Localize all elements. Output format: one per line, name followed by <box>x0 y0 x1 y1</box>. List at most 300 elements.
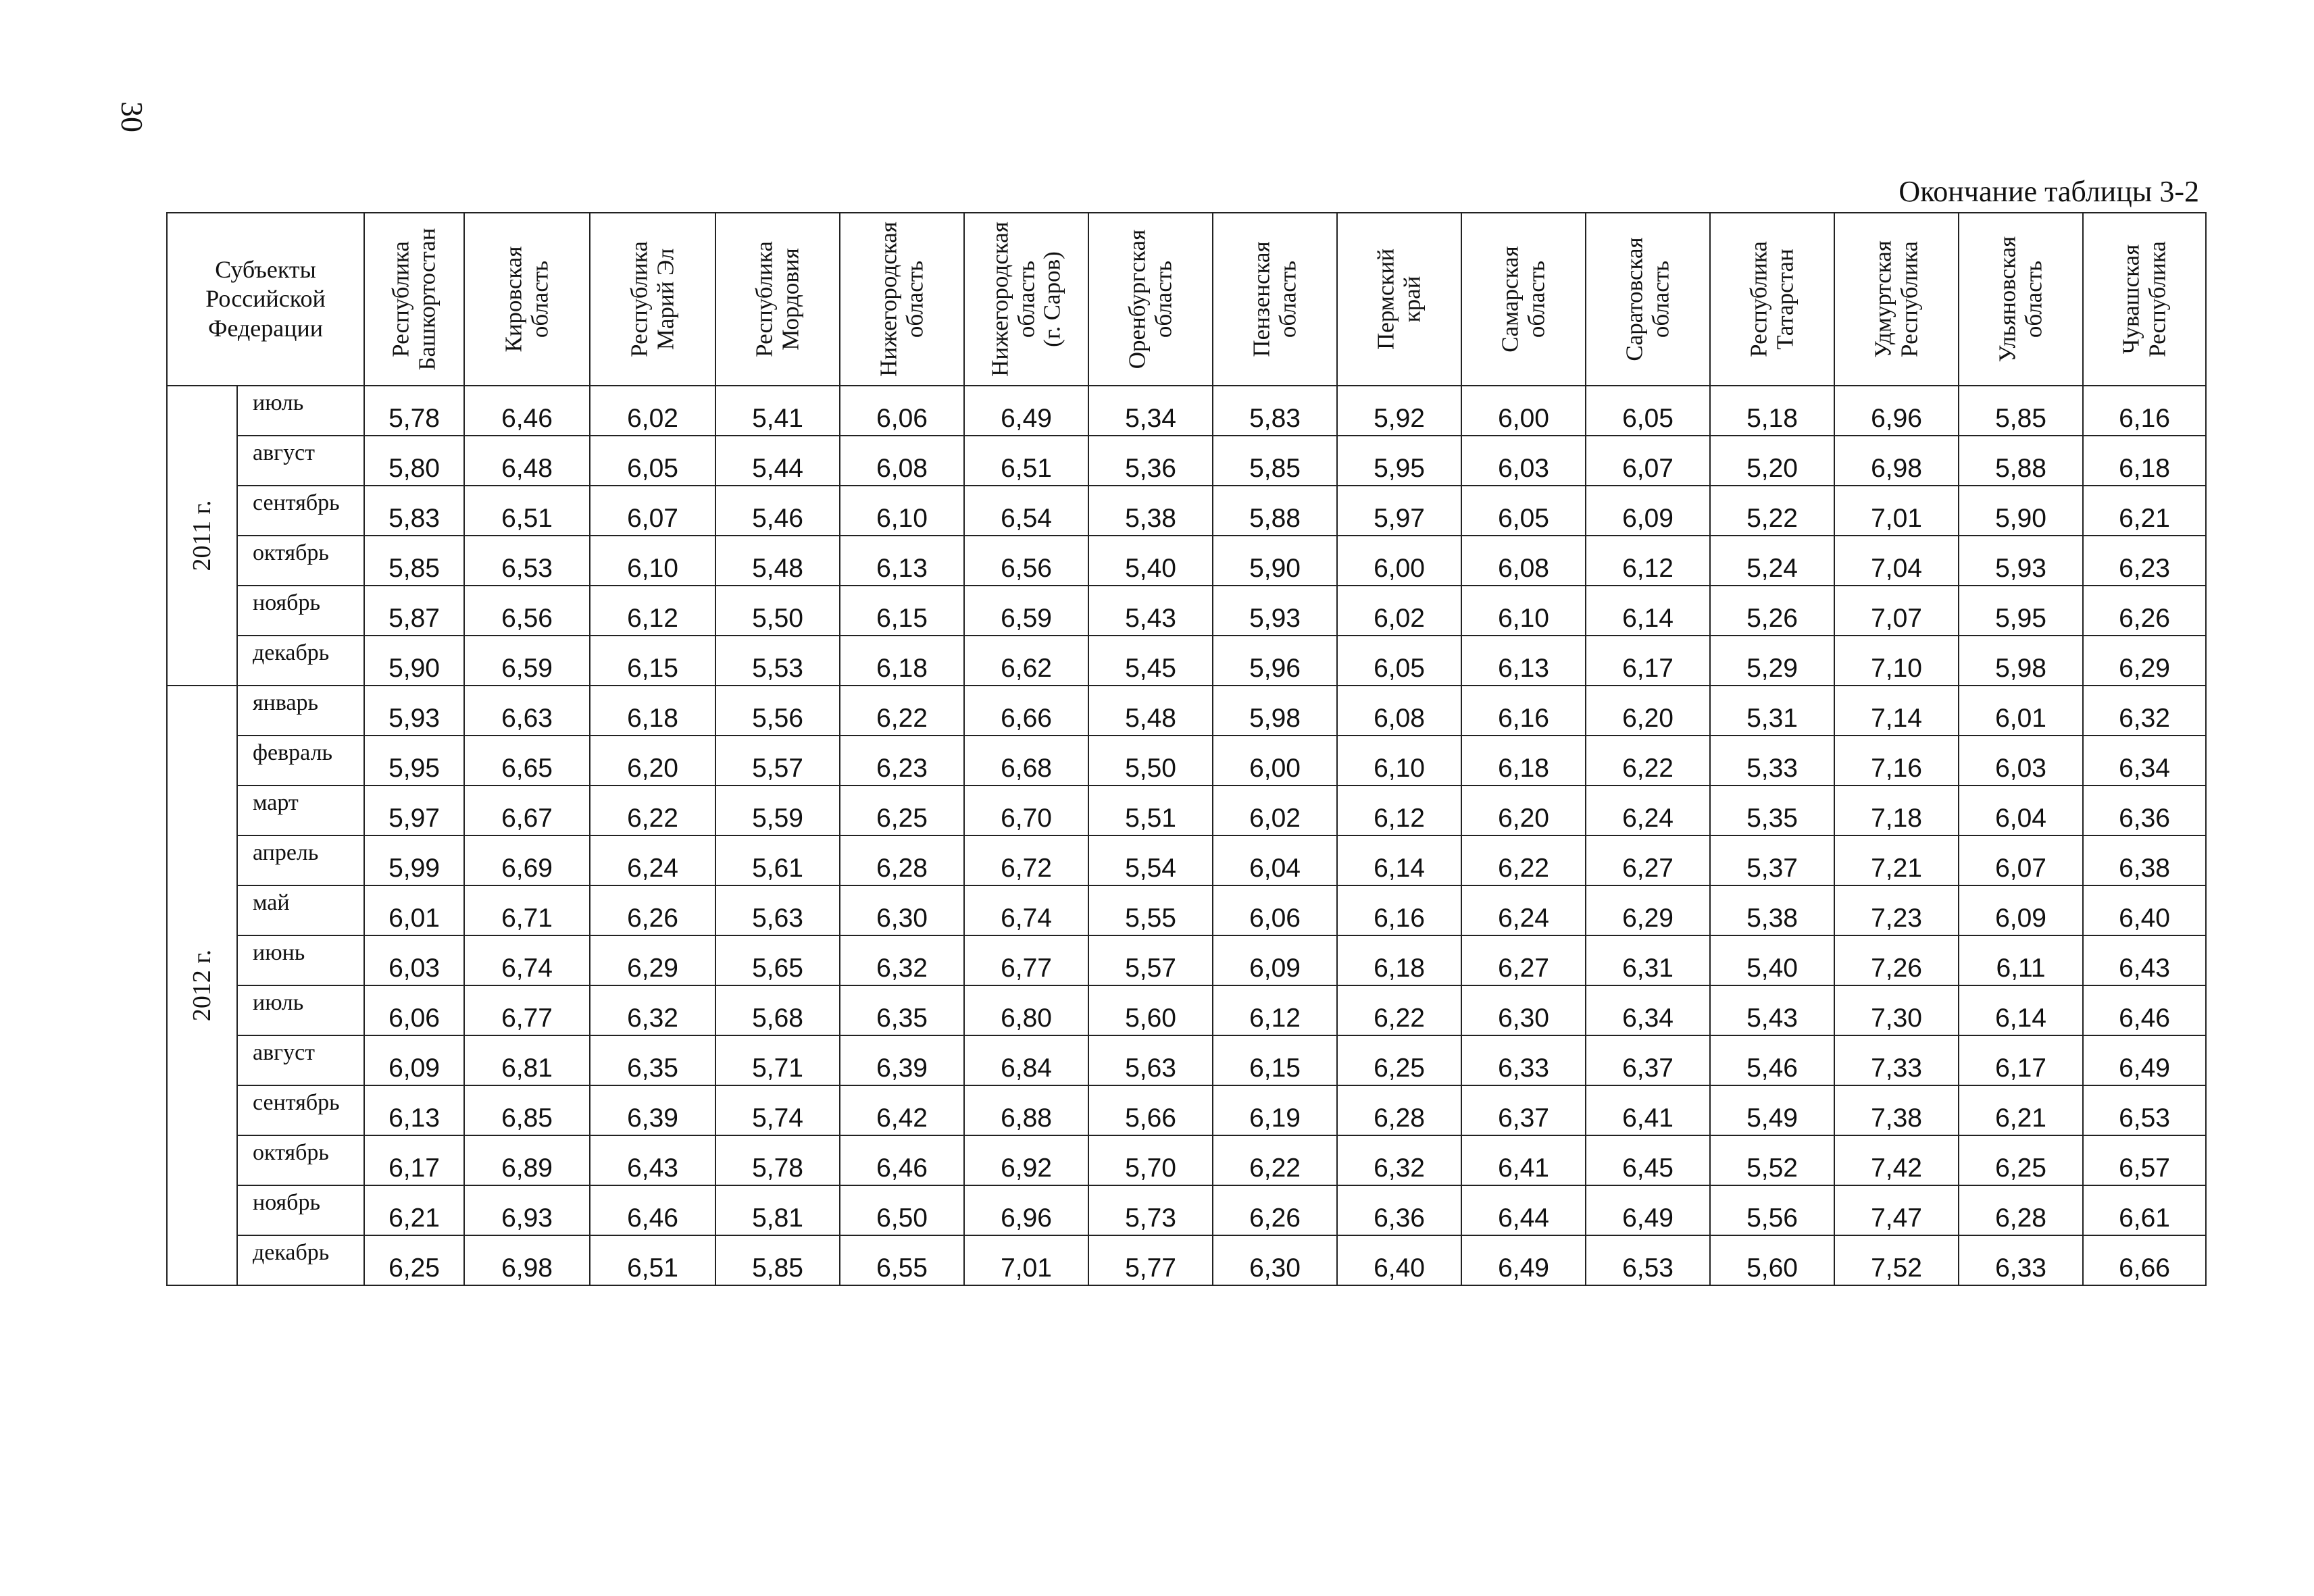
value-cell: 6,41 <box>1461 1135 1586 1185</box>
table-row <box>167 985 2206 1035</box>
region-header <box>715 213 840 386</box>
value-cell: 6,51 <box>590 1235 715 1285</box>
value-cell: 5,85 <box>715 1235 840 1285</box>
value-cell: 6,09 <box>1586 486 1710 536</box>
value-cell: 5,80 <box>364 436 464 486</box>
region-header-line: Татарстан <box>1771 249 1799 350</box>
region-header-line: Республика <box>1745 241 1772 357</box>
value-cell: 6,10 <box>590 536 715 586</box>
value-cell: 6,13 <box>1461 636 1586 686</box>
value-cell: 5,90 <box>364 636 464 686</box>
value-cell: 6,46 <box>840 1135 964 1185</box>
value-cell: 6,22 <box>1586 736 1710 786</box>
value-cell: 5,78 <box>715 1135 840 1185</box>
region-header-line: Кировская <box>500 246 527 353</box>
value-cell: 5,43 <box>1710 985 1834 1035</box>
month-cell: октябрь <box>237 1135 364 1185</box>
region-header-line: Пензенская <box>1248 241 1275 357</box>
value-cell: 6,12 <box>1586 536 1710 586</box>
value-cell: 6,37 <box>1586 1035 1710 1085</box>
value-cell: 7,01 <box>964 1235 1088 1285</box>
value-cell: 6,36 <box>1337 1185 1461 1235</box>
value-cell: 6,27 <box>1461 935 1586 985</box>
page-number: 30 <box>115 101 149 132</box>
corner-header-line: Российской <box>205 285 326 313</box>
region-header-label <box>987 222 1065 377</box>
table-row <box>167 786 2206 835</box>
value-cell: 6,24 <box>590 835 715 885</box>
table-row <box>167 636 2206 686</box>
value-cell: 6,40 <box>1337 1235 1461 1285</box>
value-cell: 5,73 <box>1088 1185 1213 1235</box>
value-cell: 5,68 <box>715 985 840 1035</box>
value-cell: 6,05 <box>1337 636 1461 686</box>
value-cell: 6,00 <box>1337 536 1461 586</box>
value-cell: 6,49 <box>964 386 1088 436</box>
region-header-label <box>1374 249 1426 350</box>
value-cell: 6,05 <box>590 436 715 486</box>
value-cell: 6,18 <box>590 686 715 736</box>
value-cell: 6,63 <box>464 686 590 736</box>
value-cell: 6,39 <box>590 1085 715 1135</box>
value-cell: 6,31 <box>1586 935 1710 985</box>
value-cell: 6,04 <box>1213 835 1337 885</box>
region-header-line: край <box>1399 276 1426 323</box>
value-cell: 6,13 <box>364 1085 464 1135</box>
value-cell: 5,54 <box>1088 835 1213 885</box>
value-cell: 5,97 <box>1337 486 1461 536</box>
value-cell: 6,32 <box>590 985 715 1035</box>
month-cell: сентябрь <box>237 1085 364 1135</box>
value-cell: 6,08 <box>1461 536 1586 586</box>
value-cell: 6,80 <box>964 985 1088 1035</box>
region-header-line: область <box>1523 260 1550 338</box>
value-cell: 5,40 <box>1088 536 1213 586</box>
table-row <box>167 835 2206 885</box>
value-cell: 6,42 <box>840 1085 964 1135</box>
value-cell: 6,66 <box>2083 1235 2206 1285</box>
data-table <box>166 212 2207 1286</box>
value-cell: 6,01 <box>1959 686 2083 736</box>
month-cell: март <box>237 786 364 835</box>
region-header <box>2083 213 2206 386</box>
value-cell: 5,40 <box>1710 935 1834 985</box>
value-cell: 5,87 <box>364 586 464 636</box>
value-cell: 5,83 <box>1213 386 1337 436</box>
value-cell: 6,10 <box>1337 736 1461 786</box>
value-cell: 6,07 <box>590 486 715 536</box>
table-row <box>167 885 2206 935</box>
value-cell: 6,74 <box>964 885 1088 935</box>
value-cell: 5,33 <box>1710 736 1834 786</box>
value-cell: 6,69 <box>464 835 590 885</box>
value-cell: 7,10 <box>1834 636 1959 686</box>
value-cell: 6,37 <box>1461 1085 1586 1135</box>
value-cell: 6,92 <box>964 1135 1088 1185</box>
value-cell: 6,40 <box>2083 885 2206 935</box>
value-cell: 5,95 <box>364 736 464 786</box>
region-header <box>1586 213 1710 386</box>
value-cell: 6,20 <box>1586 686 1710 736</box>
value-cell: 5,46 <box>1710 1035 1834 1085</box>
value-cell: 5,55 <box>1088 885 1213 935</box>
value-cell: 6,25 <box>364 1235 464 1285</box>
value-cell: 5,57 <box>715 736 840 786</box>
value-cell: 6,30 <box>1213 1235 1337 1285</box>
year-label: 2011 г. <box>188 500 216 571</box>
value-cell: 6,20 <box>1461 786 1586 835</box>
value-cell: 6,28 <box>840 835 964 885</box>
value-cell: 7,16 <box>1834 736 1959 786</box>
region-header-label <box>1622 237 1674 361</box>
value-cell: 6,33 <box>1959 1235 2083 1285</box>
value-cell: 7,04 <box>1834 536 1959 586</box>
table-row <box>167 386 2206 436</box>
value-cell: 6,12 <box>1213 985 1337 1035</box>
value-cell: 6,49 <box>1586 1185 1710 1235</box>
value-cell: 6,04 <box>1959 786 2083 835</box>
corner-header <box>167 213 364 386</box>
value-cell: 5,50 <box>1088 736 1213 786</box>
value-cell: 6,09 <box>364 1035 464 1085</box>
value-cell: 5,99 <box>364 835 464 885</box>
region-header-label <box>1249 241 1301 357</box>
value-cell: 7,23 <box>1834 885 1959 935</box>
region-header-label <box>2119 241 2171 357</box>
value-cell: 5,71 <box>715 1035 840 1085</box>
value-cell: 5,48 <box>715 536 840 586</box>
value-cell: 5,56 <box>1710 1185 1834 1235</box>
value-cell: 6,35 <box>590 1035 715 1085</box>
region-header <box>1834 213 1959 386</box>
value-cell: 6,62 <box>964 636 1088 686</box>
value-cell: 7,18 <box>1834 786 1959 835</box>
value-cell: 6,32 <box>1337 1135 1461 1185</box>
value-cell: 6,46 <box>2083 985 2206 1035</box>
region-header-line: Республика <box>751 241 778 357</box>
value-cell: 5,38 <box>1088 486 1213 536</box>
value-cell: 5,51 <box>1088 786 1213 835</box>
value-cell: 6,72 <box>964 835 1088 885</box>
value-cell: 6,03 <box>1461 436 1586 486</box>
value-cell: 6,57 <box>2083 1135 2206 1185</box>
value-cell: 6,15 <box>1213 1035 1337 1085</box>
value-cell: 6,29 <box>590 935 715 985</box>
region-header-label <box>627 241 679 357</box>
value-cell: 6,19 <box>1213 1085 1337 1135</box>
value-cell: 6,38 <box>2083 835 2206 885</box>
value-cell: 5,35 <box>1710 786 1834 835</box>
value-cell: 7,07 <box>1834 586 1959 636</box>
region-header <box>1088 213 1213 386</box>
value-cell: 6,14 <box>1586 586 1710 636</box>
value-cell: 7,01 <box>1834 486 1959 536</box>
value-cell: 6,22 <box>590 786 715 835</box>
value-cell: 6,08 <box>840 436 964 486</box>
month-cell: август <box>237 1035 364 1085</box>
month-cell: ноябрь <box>237 1185 364 1235</box>
value-cell: 6,44 <box>1461 1185 1586 1235</box>
value-cell: 6,33 <box>1461 1035 1586 1085</box>
value-cell: 5,95 <box>1959 586 2083 636</box>
region-header-line: Республика <box>2144 241 2171 357</box>
value-cell: 5,37 <box>1710 835 1834 885</box>
value-cell: 6,17 <box>1586 636 1710 686</box>
value-cell: 6,06 <box>1213 885 1337 935</box>
value-cell: 5,57 <box>1088 935 1213 985</box>
value-cell: 5,66 <box>1088 1085 1213 1135</box>
value-cell: 6,98 <box>464 1235 590 1285</box>
table-row <box>167 686 2206 736</box>
value-cell: 6,14 <box>1959 985 2083 1035</box>
value-cell: 6,51 <box>964 436 1088 486</box>
region-header-line: Чувашская <box>2117 244 2144 355</box>
value-cell: 6,10 <box>1461 586 1586 636</box>
region-header-line: Ульяновская <box>1994 236 2021 363</box>
region-header <box>364 213 464 386</box>
value-cell: 6,14 <box>1337 835 1461 885</box>
month-cell: декабрь <box>237 636 364 686</box>
table-row <box>167 1235 2206 1285</box>
value-cell: 6,22 <box>1337 985 1461 1035</box>
table-caption: Окончание таблицы 3-2 <box>1898 175 2199 208</box>
region-header-line: Республика <box>626 241 653 357</box>
value-cell: 6,89 <box>464 1135 590 1185</box>
value-cell: 6,59 <box>964 586 1088 636</box>
month-cell: декабрь <box>237 1235 364 1285</box>
value-cell: 6,21 <box>1959 1085 2083 1135</box>
region-header-label <box>1746 241 1799 357</box>
region-header-line: Самарская <box>1496 246 1524 353</box>
region-header <box>1461 213 1586 386</box>
region-header <box>840 213 964 386</box>
value-cell: 5,45 <box>1088 636 1213 686</box>
value-cell: 6,77 <box>964 935 1088 985</box>
value-cell: 5,92 <box>1337 386 1461 436</box>
region-header <box>1959 213 2083 386</box>
value-cell: 6,00 <box>1461 386 1586 436</box>
value-cell: 6,25 <box>1337 1035 1461 1085</box>
value-cell: 6,49 <box>2083 1035 2206 1085</box>
value-cell: 6,74 <box>464 935 590 985</box>
region-header-line: Саратовская <box>1621 237 1648 361</box>
value-cell: 6,08 <box>1337 686 1461 736</box>
value-cell: 6,54 <box>964 486 1088 536</box>
table-row <box>167 935 2206 985</box>
value-cell: 6,32 <box>2083 686 2206 736</box>
region-header-line: область <box>1647 260 1674 338</box>
value-cell: 7,26 <box>1834 935 1959 985</box>
month-cell: октябрь <box>237 536 364 586</box>
region-header-line: (г. Саров) <box>1038 251 1065 347</box>
value-cell: 5,59 <box>715 786 840 835</box>
month-cell: июль <box>237 985 364 1035</box>
region-header-label <box>752 241 804 357</box>
value-cell: 7,21 <box>1834 835 1959 885</box>
value-cell: 6,21 <box>2083 486 2206 536</box>
value-cell: 6,01 <box>364 885 464 935</box>
value-cell: 6,20 <box>590 736 715 786</box>
value-cell: 6,17 <box>1959 1035 2083 1085</box>
region-header-line: Республика <box>387 241 414 357</box>
value-cell: 5,85 <box>364 536 464 586</box>
region-header-label <box>1125 230 1177 369</box>
month-cell: август <box>237 436 364 486</box>
value-cell: 6,10 <box>840 486 964 536</box>
month-cell: июнь <box>237 935 364 985</box>
region-header <box>964 213 1088 386</box>
value-cell: 6,03 <box>1959 736 2083 786</box>
value-cell: 6,06 <box>364 985 464 1035</box>
table-row <box>167 1185 2206 1235</box>
value-cell: 5,60 <box>1710 1235 1834 1285</box>
value-cell: 6,22 <box>840 686 964 736</box>
value-cell: 6,59 <box>464 636 590 686</box>
region-header-label <box>1995 236 2047 363</box>
region-header-line: Пермский <box>1372 249 1399 350</box>
value-cell: 6,18 <box>1337 935 1461 985</box>
region-header <box>1710 213 1834 386</box>
value-cell: 5,78 <box>364 386 464 436</box>
value-cell: 6,16 <box>1337 885 1461 935</box>
value-cell: 5,88 <box>1959 436 2083 486</box>
value-cell: 6,23 <box>840 736 964 786</box>
value-cell: 6,61 <box>2083 1185 2206 1235</box>
value-cell: 6,16 <box>1461 686 1586 736</box>
value-cell: 5,98 <box>1213 686 1337 736</box>
value-cell: 6,06 <box>840 386 964 436</box>
value-cell: 6,85 <box>464 1085 590 1135</box>
value-cell: 5,81 <box>715 1185 840 1235</box>
value-cell: 5,44 <box>715 436 840 486</box>
value-cell: 6,70 <box>964 786 1088 835</box>
value-cell: 6,66 <box>964 686 1088 736</box>
value-cell: 7,42 <box>1834 1135 1959 1185</box>
value-cell: 6,71 <box>464 885 590 935</box>
value-cell: 6,13 <box>840 536 964 586</box>
value-cell: 5,52 <box>1710 1135 1834 1185</box>
value-cell: 6,67 <box>464 786 590 835</box>
value-cell: 6,30 <box>840 885 964 935</box>
value-cell: 5,50 <box>715 586 840 636</box>
table-row <box>167 586 2206 636</box>
value-cell: 5,77 <box>1088 1235 1213 1285</box>
value-cell: 5,34 <box>1088 386 1213 436</box>
value-cell: 6,96 <box>1834 386 1959 436</box>
value-cell: 5,96 <box>1213 636 1337 686</box>
region-header-label <box>501 246 553 352</box>
value-cell: 5,53 <box>715 636 840 686</box>
region-header-line: область <box>1150 260 1177 338</box>
value-cell: 6,46 <box>464 386 590 436</box>
value-cell: 5,65 <box>715 935 840 985</box>
value-cell: 6,12 <box>590 586 715 636</box>
value-cell: 6,46 <box>590 1185 715 1235</box>
value-cell: 6,16 <box>2083 386 2206 436</box>
value-cell: 7,33 <box>1834 1035 1959 1085</box>
value-cell: 6,34 <box>1586 985 1710 1035</box>
region-header-line: Мордовия <box>777 248 804 351</box>
value-cell: 6,28 <box>1337 1085 1461 1135</box>
corner-header-line: Субъекты <box>215 256 316 284</box>
value-cell: 7,52 <box>1834 1235 1959 1285</box>
value-cell: 6,02 <box>590 386 715 436</box>
value-cell: 6,55 <box>840 1235 964 1285</box>
region-header-line: Удмуртская <box>1869 240 1896 358</box>
value-cell: 6,84 <box>964 1035 1088 1085</box>
region-header-line: область <box>901 260 928 338</box>
value-cell: 6,65 <box>464 736 590 786</box>
value-cell: 5,56 <box>715 686 840 736</box>
value-cell: 6,02 <box>1213 786 1337 835</box>
region-header-line: область <box>1274 260 1301 338</box>
value-cell: 6,22 <box>1213 1135 1337 1185</box>
table-row <box>167 1135 2206 1185</box>
region-header-line: Башкортостан <box>413 228 441 371</box>
header-row <box>167 213 2206 386</box>
value-cell: 6,02 <box>1337 586 1461 636</box>
value-cell: 6,43 <box>590 1135 715 1185</box>
value-cell: 5,26 <box>1710 586 1834 636</box>
region-header-line: Марий Эл <box>652 248 679 351</box>
value-cell: 5,90 <box>1959 486 2083 536</box>
value-cell: 6,26 <box>590 885 715 935</box>
value-cell: 6,41 <box>1586 1085 1710 1135</box>
month-cell: май <box>237 885 364 935</box>
value-cell: 5,60 <box>1088 985 1213 1035</box>
value-cell: 5,49 <box>1710 1085 1834 1135</box>
region-header-line: Республика <box>1896 241 1923 357</box>
value-cell: 6,43 <box>2083 935 2206 985</box>
value-cell: 6,18 <box>840 636 964 686</box>
value-cell: 5,63 <box>1088 1035 1213 1085</box>
value-cell: 5,90 <box>1213 536 1337 586</box>
value-cell: 6,53 <box>464 536 590 586</box>
table-row <box>167 436 2206 486</box>
region-header <box>590 213 715 386</box>
value-cell: 6,05 <box>1461 486 1586 536</box>
region-header-line: область <box>1012 260 1039 338</box>
value-cell: 6,26 <box>2083 586 2206 636</box>
value-cell: 6,48 <box>464 436 590 486</box>
value-cell: 6,07 <box>1959 835 2083 885</box>
month-cell: сентябрь <box>237 486 364 536</box>
value-cell: 6,56 <box>964 536 1088 586</box>
value-cell: 5,97 <box>364 786 464 835</box>
value-cell: 5,85 <box>1213 436 1337 486</box>
value-cell: 5,63 <box>715 885 840 935</box>
region-header-label <box>876 222 928 377</box>
value-cell: 6,96 <box>964 1185 1088 1235</box>
table-row <box>167 536 2206 586</box>
value-cell: 5,29 <box>1710 636 1834 686</box>
value-cell: 5,18 <box>1710 386 1834 436</box>
value-cell: 5,48 <box>1088 686 1213 736</box>
month-cell: апрель <box>237 835 364 885</box>
value-cell: 5,93 <box>1959 536 2083 586</box>
value-cell: 5,85 <box>1959 386 2083 436</box>
value-cell: 6,53 <box>1586 1235 1710 1285</box>
value-cell: 5,41 <box>715 386 840 436</box>
table-row <box>167 736 2206 786</box>
table-row <box>167 1085 2206 1135</box>
value-cell: 6,25 <box>1959 1135 2083 1185</box>
value-cell: 7,30 <box>1834 985 1959 1035</box>
value-cell: 5,70 <box>1088 1135 1213 1185</box>
value-cell: 6,93 <box>464 1185 590 1235</box>
value-cell: 6,09 <box>1213 935 1337 985</box>
region-header-label <box>1498 246 1550 352</box>
